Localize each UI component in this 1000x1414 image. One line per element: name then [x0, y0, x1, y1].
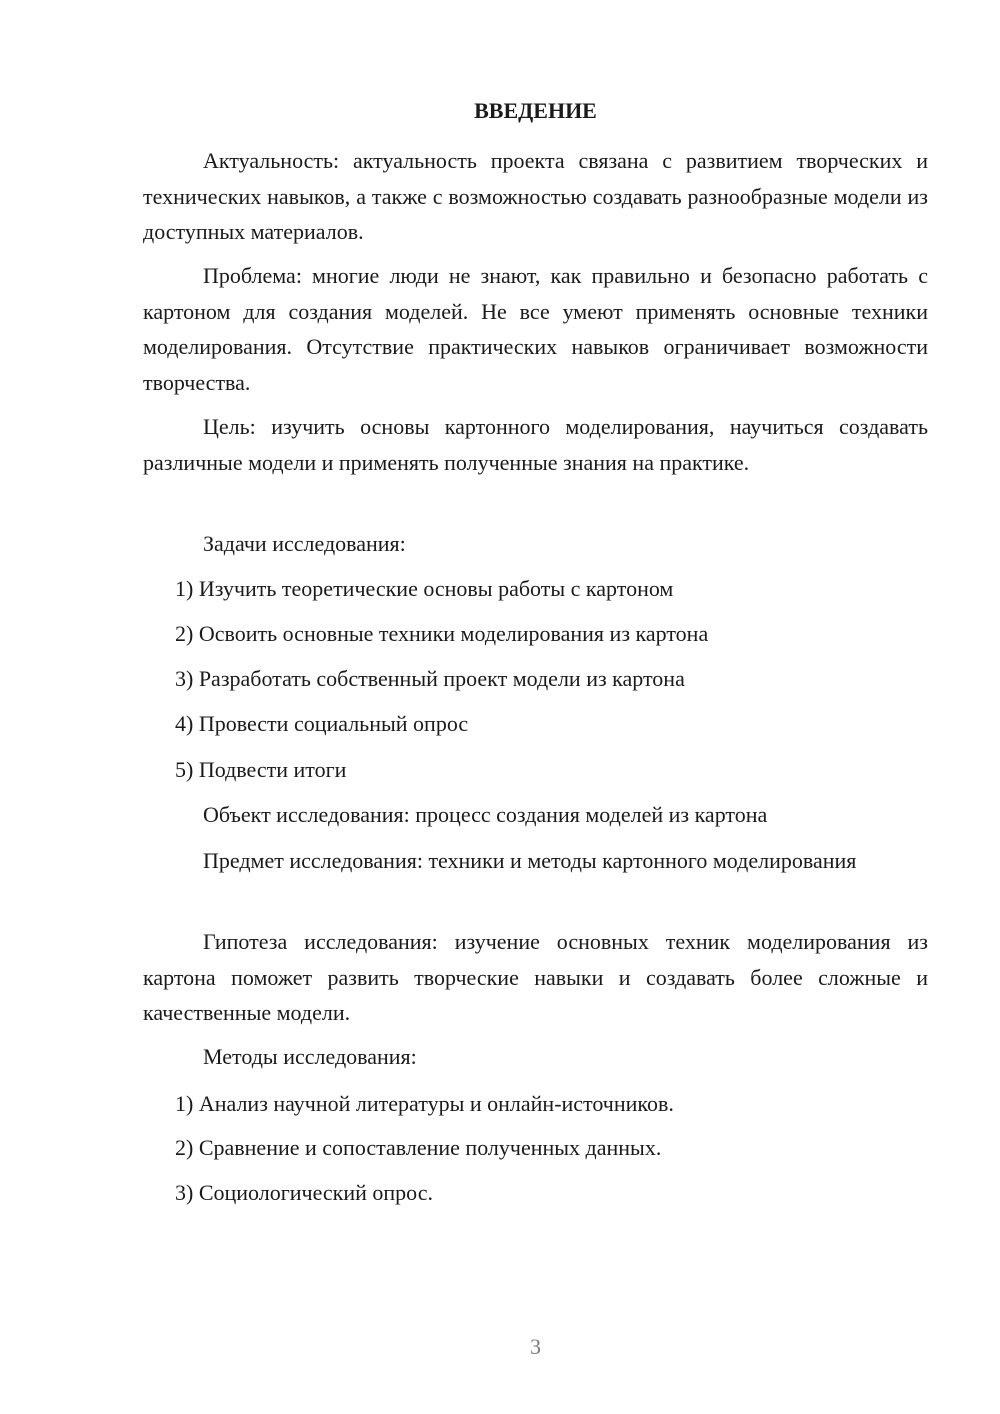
task-item-4: 4) Провести социальный опрос	[175, 711, 469, 736]
method-item-1: 1) Анализ научной литературы и онлайн-источников.	[175, 1091, 674, 1116]
problem-paragraph: Проблема: многие люди не знают, как правильно и безопасно работать с картоном для создания моделей. Не все умеют применять основные техники моделирования. Отсутствие практических навыков ограничивает возможности творчества.	[143, 263, 928, 395]
relevance-paragraph: Актуальность: актуальность проекта связана с развитием творческих и технических навыков, а также с возможностью создавать разнообразные модели из доступных материалов.	[143, 148, 928, 244]
task-item-5: 5) Подвести итоги	[175, 757, 347, 782]
methods-heading: Методы исследования:	[203, 1044, 417, 1069]
page-title: ВВЕДЕНИЕ	[474, 98, 597, 123]
task-item-2: 2) Освоить основные техники моделирования из картона	[175, 621, 709, 646]
object-paragraph: Объект исследования: процесс создания моделей из картона	[203, 802, 768, 827]
task-item-3: 3) Разработать собственный проект модели из картона	[175, 666, 685, 691]
page-number: 3	[530, 1334, 541, 1359]
document-page	[143, 0, 928, 1414]
method-item-2: 2) Сравнение и сопоставление полученных данных.	[175, 1135, 662, 1160]
tasks-heading: Задачи исследования:	[203, 531, 406, 556]
hypothesis-paragraph: Гипотеза исследования: изучение основных техник моделирования из картона поможет развить творческие навыки и создавать более сложные и качественные модели.	[143, 929, 928, 1025]
subject-paragraph: Предмет исследования: техники и методы картонного моделирования	[203, 848, 857, 873]
goal-paragraph: Цель: изучить основы картонного моделирования, научиться создавать различные модели и применять полученные знания на практике.	[143, 414, 928, 475]
task-item-1: 1) Изучить теоретические основы работы с картоном	[175, 576, 674, 601]
method-item-3: 3) Социологический опрос.	[175, 1180, 433, 1205]
